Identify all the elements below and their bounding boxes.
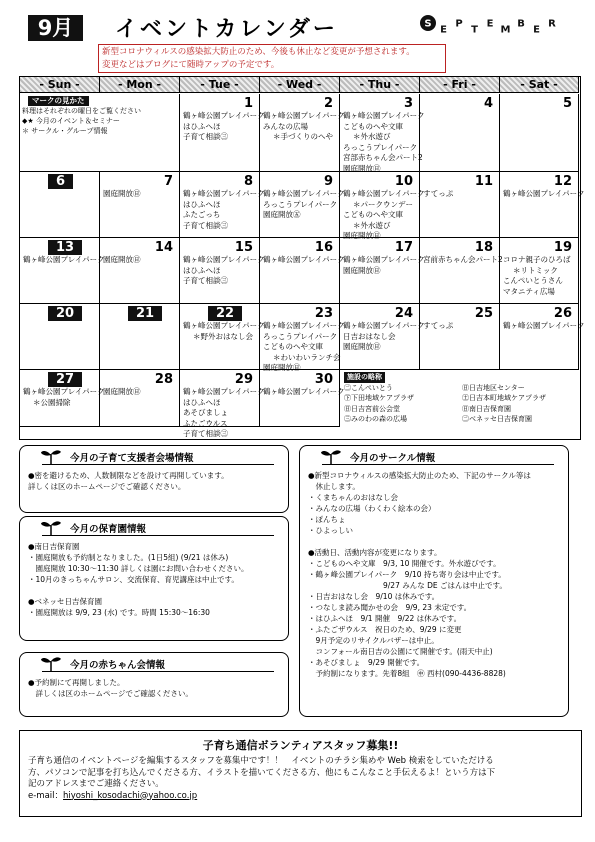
event-item: すてっぷ	[423, 189, 454, 198]
event-item: はひふへほ	[183, 397, 221, 407]
recruit-box	[19, 730, 582, 817]
event-item: 鶴ヶ峰公園プレイパーク	[503, 321, 585, 330]
box-title: 今月の赤ちゃん会情報	[70, 660, 166, 671]
event-item: 鶴ヶ峰公園プレイパーク	[263, 321, 345, 330]
event-item: あそびましょ	[183, 408, 228, 417]
day-number: 4	[483, 96, 493, 111]
day-number: 28	[154, 372, 173, 387]
sept-letter: R	[548, 18, 556, 30]
day-number: 14	[154, 240, 173, 255]
box-title: 今月の子育て支援者会場情報	[70, 453, 194, 464]
info-line: 9月予定のリサイクルバザーは中止。	[308, 636, 439, 645]
sept-letter: S	[424, 18, 432, 30]
day-events	[183, 189, 265, 231]
box-title: 今月のサークル情報	[350, 453, 436, 464]
event-item: 鶴ヶ峰公園プレイパーク	[343, 189, 425, 198]
info-line	[28, 585, 280, 596]
calendar-day[interactable]	[180, 94, 265, 172]
day-events	[263, 111, 345, 143]
sept-letter: E	[440, 24, 447, 36]
calendar-day[interactable]	[260, 172, 345, 238]
page-title: イベントカレンダー	[115, 17, 338, 42]
event-item: 鶴ヶ峰公園プレイパーク	[183, 189, 265, 198]
sprout-icon	[320, 447, 342, 465]
facility-item: ㊐南日吉保育園	[462, 404, 511, 413]
baby-info-box	[19, 652, 289, 717]
info-line: ●新型コロナウィルスの感染拡大防止のため、下記のサークル等は	[308, 471, 531, 480]
weekday-header: - Thu -	[340, 77, 420, 93]
calendar-day[interactable]	[20, 238, 105, 304]
info-line: ・こどものへや文庫 9/3, 10 開催です。外水遊びです。	[308, 559, 501, 568]
calendar-day[interactable]	[100, 304, 180, 370]
day-events	[183, 255, 265, 287]
recruit-line: 方、パソコンで記事を打ち込んでくださる方、イラストを描いてくださる方、他にもこんなこと手伝えるよ！という方は下	[28, 767, 496, 778]
info-line: ●南日吉保育園	[28, 542, 80, 551]
support-info-box	[19, 445, 289, 513]
info-line: ・はひふへほ 9/1 開催 9/22 は休みです。	[308, 614, 462, 623]
event-item: 鶴ヶ峰公園プレイパーク	[23, 387, 105, 396]
box-body	[300, 468, 568, 681]
notice-line: 変更などはブログにて随時アップの予定です。	[102, 60, 280, 70]
day-events	[503, 321, 585, 332]
day-number: 2	[323, 96, 333, 111]
sept-letter: M	[500, 24, 511, 36]
facility-item: ㊐日吉地区センター	[462, 383, 525, 392]
info-line: 詳しくは区のホームページでご確認ください。	[28, 482, 186, 491]
info-line: ・つなしま読み聞かせの会 9/9, 23 未定です。	[308, 603, 472, 612]
facility-title: 施設の略称	[344, 372, 385, 383]
day-events	[23, 255, 105, 266]
event-calendar	[19, 76, 585, 440]
info-line: 園庭開放 10:30〜11:30 詳しくは園にお問い合わせください。	[28, 564, 249, 573]
event-item: ふたごっち	[183, 210, 221, 219]
sept-letter: B	[517, 18, 525, 30]
weekday-header: - Tue -	[180, 77, 260, 93]
event-item: 園庭開放㊐	[103, 255, 141, 264]
info-line: ・くまちゃんのおはなし会	[308, 493, 398, 502]
event-item: 園庭開放㊐	[103, 387, 141, 396]
box-body	[20, 675, 288, 701]
info-line: コンフォール南日吉の公園にて開催です。(雨天中止)	[308, 647, 493, 656]
calendar-day[interactable]	[100, 238, 180, 304]
event-item: 宮部赤ちゃん会パート2	[343, 153, 423, 162]
event-item: 鶴ヶ峰公園プレイパーク	[263, 255, 345, 264]
day-number: 10	[394, 174, 413, 189]
legend-title: マークの見かた	[28, 96, 89, 106]
day-events	[183, 321, 265, 342]
box-title: 今月の保育園情報	[70, 524, 147, 535]
calendar-day[interactable]	[100, 172, 180, 238]
event-item: ＊公園掃除	[33, 397, 71, 407]
calendar-day[interactable]	[420, 304, 500, 370]
calendar-day[interactable]	[340, 304, 425, 370]
info-line: ●密を避けるため、人数制限などを設けて再開しています。	[28, 471, 229, 480]
event-item: 園庭開放㊐	[343, 342, 381, 351]
event-item: ふたごウルス	[183, 418, 228, 428]
day-number: 26	[553, 306, 572, 321]
facility-item: ㊁ベネッセ日吉保育園	[462, 415, 532, 423]
day-number: 27	[48, 372, 82, 387]
circle-info-box	[299, 445, 569, 717]
calendar-day[interactable]	[20, 172, 100, 238]
day-number: 6	[48, 174, 73, 189]
weekday-header: - Sun -	[20, 77, 100, 93]
event-item: 宮前赤ちゃん会パート2	[423, 255, 503, 264]
day-events	[263, 189, 345, 221]
header	[0, 0, 595, 80]
day-events	[183, 387, 265, 440]
legend-line: ◆★ 今月のイベント＆セミナー	[22, 117, 120, 125]
event-item: 鶴ヶ峰公園プレイパーク	[263, 111, 345, 120]
facility-legend	[344, 372, 580, 425]
event-item: ろっこうプレイパーク	[263, 199, 338, 209]
event-item: ＊野外おはなし会	[193, 331, 253, 341]
day-events	[503, 255, 571, 297]
calendar-day[interactable]	[260, 238, 345, 304]
calendar-day[interactable]	[20, 370, 105, 427]
recruit-line: 子育ち通信のイベントページを編集するスタッフを募集中です！！ イベントのチラシ集めや Web 検索をしていただける	[28, 756, 494, 766]
event-item: 鶴ヶ峰公園プレイパーク	[183, 255, 265, 264]
event-item: 日吉おはなし会	[343, 331, 396, 341]
event-item: 鶴ヶ峰公園プレイパーク	[343, 321, 425, 330]
calendar-day[interactable]	[420, 172, 500, 238]
facility-item: ㊁こんぺいとう	[344, 383, 393, 392]
info-line: ・10月のきっちゃんサロン、交流保育、育児講座は中止です。	[28, 575, 239, 584]
box-body	[20, 468, 288, 494]
event-item: ＊外水遊び	[353, 220, 391, 230]
event-item: こどものへや文庫	[343, 121, 403, 131]
day-number: 22	[208, 306, 242, 321]
day-number: 21	[128, 306, 162, 321]
day-number: 30	[314, 372, 333, 387]
calendar-day[interactable]	[180, 172, 265, 238]
day-events	[423, 321, 453, 332]
notice-line: 新型コロナウィルスの感染拡大防止のため、今後も休止など変更が予想されます。	[102, 47, 415, 57]
event-item: 鶴ヶ峰公園プレイパーク	[183, 321, 265, 330]
event-item: 園庭開放㊐	[343, 163, 381, 173]
sprout-icon	[40, 518, 62, 536]
day-number: 15	[234, 240, 253, 255]
calendar-day[interactable]	[180, 304, 265, 370]
event-item: ろっこうプレイパーク	[263, 331, 338, 341]
calendar-day[interactable]	[500, 94, 579, 172]
sept-letter: P	[455, 18, 463, 30]
info-line: ・みんなの広場（わくわく絵本の会）	[308, 504, 436, 513]
calendar-day[interactable]	[20, 94, 180, 172]
day-events	[423, 255, 503, 266]
weekday-header: - Fri -	[420, 77, 500, 93]
weekday-header: - Wed -	[260, 77, 340, 93]
day-number: 12	[553, 174, 572, 189]
event-item: 鶴ヶ峰公園プレイパーク	[343, 255, 425, 264]
sprout-icon	[40, 654, 62, 672]
info-line: 9/27 みんな DE ごはんは中止です。	[308, 581, 507, 590]
event-item: ろっこうプレイパーク	[343, 142, 418, 152]
day-number: 17	[394, 240, 413, 255]
sept-letter: E	[486, 18, 494, 30]
calendar-day[interactable]	[340, 238, 425, 304]
event-item: ＊外水遊び	[353, 132, 391, 141]
day-number: 13	[48, 240, 82, 255]
legend-line: ＊ サークル・グループ情報	[22, 127, 108, 135]
day-number: 24	[394, 306, 413, 321]
day-events	[103, 387, 141, 398]
day-events	[343, 255, 425, 276]
day-number: 16	[314, 240, 333, 255]
event-item: こどものへや文庫	[263, 342, 323, 351]
event-item: ＊パークウンデー	[353, 199, 413, 209]
info-line: ・園庭開放は 9/9, 23 (水) です。時間 15:30〜16:30	[28, 608, 210, 617]
event-item: 鶴ヶ峰公園プレイパーク	[23, 255, 105, 264]
facility-item: ㊐日吉宮前公会堂	[344, 404, 400, 413]
event-item: 鶴ヶ峰公園プレイパーク	[263, 387, 345, 396]
weekday-header: - Sat -	[500, 77, 579, 93]
event-item: ＊リトミック	[513, 265, 558, 275]
info-line	[308, 536, 560, 547]
calendar-day[interactable]	[260, 304, 345, 372]
event-item: 鶴ヶ峰公園プレイパーク	[343, 111, 425, 120]
day-number: 8	[243, 174, 253, 189]
info-line: ●活動日、活動内容が変更になります。	[308, 548, 442, 557]
recruit-line: 記のアドレスまでご連絡ください。	[28, 779, 164, 789]
info-line: 休止します。	[308, 482, 360, 491]
event-item: 園庭開放㊐	[343, 231, 381, 240]
day-number: 5	[562, 96, 572, 111]
event-item: 園庭開放㊐	[263, 363, 301, 372]
calendar-day[interactable]	[500, 304, 585, 370]
sept-letter: E	[533, 24, 540, 36]
day-events	[263, 387, 345, 398]
day-events	[263, 255, 345, 266]
info-line: ・園庭開放も予約制となりました。(1日5組) (9/21 は休み)	[28, 553, 229, 562]
day-number: 18	[474, 240, 493, 255]
event-item: はひふへほ	[183, 199, 221, 209]
day-events	[343, 321, 425, 353]
calendar-day[interactable]	[20, 304, 100, 370]
day-number: 9	[323, 174, 333, 189]
day-number: 7	[163, 174, 173, 189]
calendar-day[interactable]	[420, 238, 503, 304]
event-item: マタニティ広場	[503, 286, 555, 296]
event-item: 子育て相談㊂	[183, 276, 228, 285]
event-item: 子育て相談㊂	[183, 429, 228, 438]
sprout-icon	[40, 447, 62, 465]
day-events	[423, 189, 453, 200]
info-line: ●予約制にて再開しました。	[28, 678, 125, 687]
event-item: 子育て相談㊂	[183, 220, 228, 230]
event-item: 鶴ヶ峰公園プレイパーク	[263, 189, 345, 198]
weekday-header: - Mon -	[100, 77, 180, 93]
day-number: 25	[474, 306, 493, 321]
calendar-day[interactable]	[340, 172, 425, 240]
day-number: 23	[314, 306, 333, 321]
day-number: 19	[553, 240, 572, 255]
sept-letter: T	[471, 24, 478, 36]
calendar-day[interactable]	[180, 370, 265, 438]
event-item: こんぺいとうさん	[503, 276, 563, 285]
day-number: 20	[48, 306, 82, 321]
event-item: ＊手づくりのへや	[273, 132, 333, 141]
day-events	[343, 189, 425, 242]
calendar-day[interactable]	[100, 370, 180, 427]
recruit-title: 子育ち通信ボランティアスタッフ募集!!	[202, 739, 399, 752]
day-events	[343, 111, 425, 174]
calendar-day[interactable]	[420, 94, 500, 172]
event-item: 鶴ヶ峰公園プレイパーク	[183, 111, 265, 120]
calendar-day[interactable]	[500, 172, 585, 238]
event-item: コロナ親子のひろば	[503, 255, 571, 264]
nursery-info-box	[19, 516, 289, 641]
event-item: 園庭開放㊐	[343, 265, 381, 275]
event-item: 鶴ヶ峰公園プレイパーク	[183, 387, 265, 396]
info-line: 詳しくは区のホームページでご確認ください。	[28, 689, 193, 698]
info-line: ・鶴ヶ峰公園プレイパーク 9/10 持ち寄り会は中止です。	[308, 570, 506, 579]
event-item: はひふへほ	[183, 121, 221, 131]
day-number: 11	[474, 174, 493, 189]
day-events	[503, 189, 585, 200]
facility-item: ㊦下田地域ケアプラザ	[344, 394, 414, 402]
info-line: ・あそびましょ 9/29 開催です。	[308, 658, 425, 667]
event-item: ＊わいわいランチ会	[273, 352, 341, 362]
facility-item: ㊂みのわの森の広場	[344, 415, 407, 423]
info-line: ・ふたごザウルス 祝日のため、9/29 に変更	[308, 625, 462, 634]
event-item: 園庭開放㊄	[263, 210, 301, 219]
legend	[22, 96, 141, 136]
event-item: はひふへほ	[183, 265, 221, 275]
info-line: ●ベネッセ日吉保育園	[28, 597, 103, 606]
event-item: 園庭開放㊐	[103, 189, 141, 198]
day-events	[103, 189, 141, 200]
legend-line: 料理はそれぞれの曜日をご覧ください	[22, 107, 141, 115]
month-badge: 9月	[28, 15, 83, 41]
event-item: すてっぷ	[423, 321, 454, 330]
day-number: 3	[403, 96, 413, 111]
event-item: 鶴ヶ峰公園プレイパーク	[503, 189, 585, 198]
email-link[interactable]: hiyoshi_kosodachi@yahoo.co.jp	[63, 790, 198, 801]
facility-item: ㊏日吉本町地域ケアプラザ	[462, 394, 546, 402]
calendar-day[interactable]	[260, 370, 345, 427]
mail-label: e-mail：	[28, 790, 64, 801]
recruit-body	[28, 756, 573, 802]
event-item: みんなの広場	[263, 121, 308, 131]
info-line: ・日吉おはなし会 9/10 は休みです。	[308, 592, 440, 601]
info-line: ・ぽんちょ	[308, 515, 346, 524]
day-events	[23, 387, 105, 408]
september-letters	[420, 12, 560, 40]
event-item: こどものへや文庫	[343, 210, 403, 219]
notice-box	[98, 44, 446, 73]
day-events	[263, 321, 345, 374]
calendar-day[interactable]	[500, 238, 579, 304]
info-line: 予約制になります。先着8組 ㊥ 西村(090-4436-8828)	[308, 669, 506, 678]
day-events	[183, 111, 265, 143]
day-number: 29	[234, 372, 253, 387]
info-line: ・ひよっしい	[308, 526, 353, 535]
day-events	[103, 255, 141, 266]
calendar-day[interactable]	[180, 238, 265, 304]
box-body	[20, 539, 288, 620]
day-number: 1	[243, 96, 253, 111]
calendar-day[interactable]	[340, 94, 425, 173]
calendar-day[interactable]	[260, 94, 345, 172]
event-item: 子育て相談㊂	[183, 132, 228, 141]
september-logo	[420, 12, 560, 40]
